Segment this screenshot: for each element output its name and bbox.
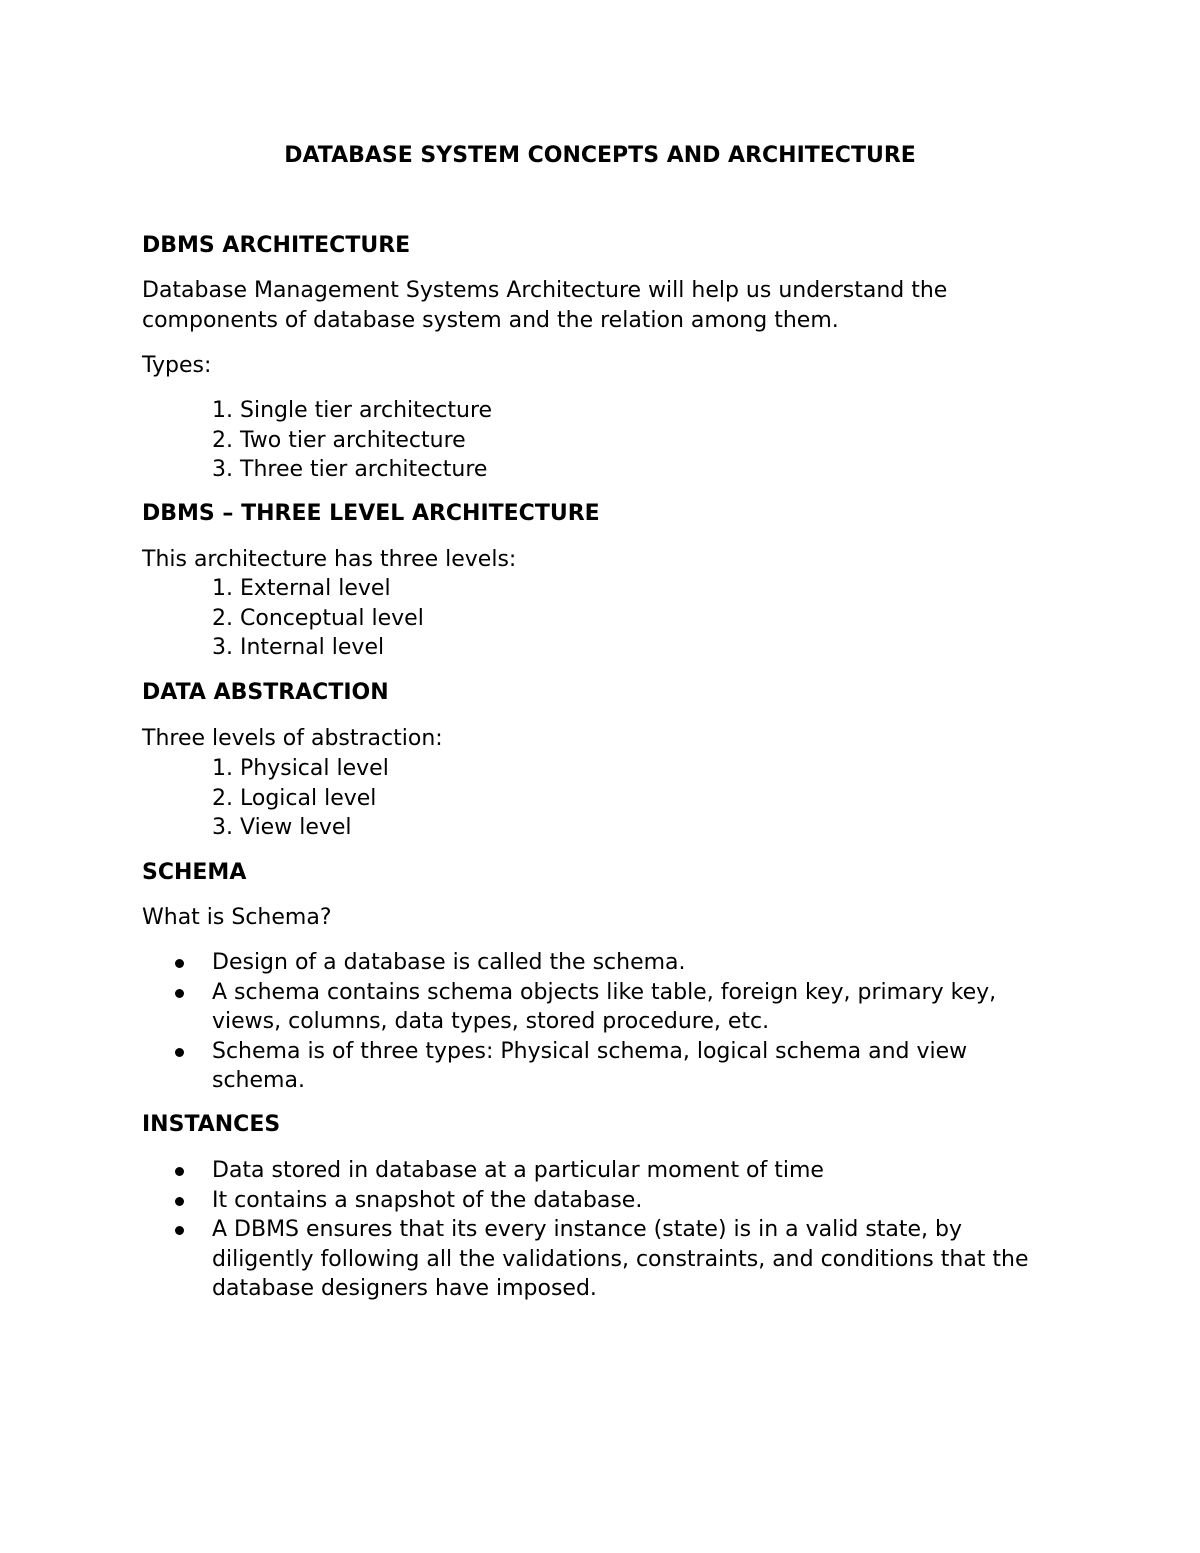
bullet-text: A schema contains schema objects like table, foreign key, primary key, views, columns, data types, stored procedure, etc. [212,979,997,1034]
list-item-text: Logical level [240,785,377,811]
bullet-text: A DBMS ensures that its every instance (state) is in a valid state, by diligently following all the validations, constraints, and conditions that the database designers have imposed. [212,1217,1029,1301]
bullet-item [142,1037,1062,1096]
section-heading-schema: SCHEMA [142,860,247,885]
list-item-text: Three tier architecture [240,457,488,482]
schema-question: What is Schema? [142,905,332,930]
three-level-intro: This architecture has three levels: [142,547,517,572]
section-heading-instances: INSTANCES [142,1112,281,1137]
bullet-dot-icon [175,959,184,968]
three-level-list [212,574,424,663]
list-item-text: View level [240,815,352,840]
bullet-dot-icon [175,1167,184,1176]
bullet-dot-icon [175,989,184,998]
list-number: 3. [212,457,233,482]
list-number: 1. [212,398,233,423]
schema-bullet-list [142,948,1062,1096]
architecture-types-list [212,396,492,485]
types-label: Types: [142,353,212,378]
bullet-dot-icon [175,1197,184,1206]
list-number: 3. [212,635,233,660]
bullet-text: Design of a database is called the schema. [212,950,686,975]
section-heading-three-level: DBMS – THREE LEVEL ARCHITECTURE [142,501,600,526]
document-title: DATABASE SYSTEM CONCEPTS AND ARCHITECTURE [284,143,916,168]
list-item-text: External level [240,576,391,601]
list-item [212,633,424,663]
data-abstraction-intro: Three levels of abstraction: [142,726,443,751]
section-heading-data-abstraction: DATA ABSTRACTION [142,680,389,705]
bullet-item [142,948,1062,978]
list-item-text: Single tier architecture [240,398,493,423]
bullet-item [142,978,1062,1037]
list-number: 2. [212,427,233,453]
abstraction-levels-list [212,754,389,843]
bullet-text: Schema is of three types: Physical schema, logical schema and view schema. [212,1038,968,1093]
bullet-text: It contains a snapshot of the database. [212,1187,643,1213]
bullet-dot-icon [175,1226,184,1235]
bullet-item [142,1215,1062,1304]
list-item [212,574,424,604]
list-number: 3. [212,815,233,840]
instances-bullet-list [142,1156,1062,1304]
list-item [212,396,492,426]
list-item [212,784,389,814]
list-item [212,754,389,784]
list-item-text: Physical level [240,756,389,781]
list-item-text: Two tier architecture [240,427,466,453]
list-item [212,813,389,843]
bullet-dot-icon [175,1048,184,1057]
bullet-item [142,1156,1062,1186]
list-item [212,455,492,485]
section-heading-dbms-architecture: DBMS ARCHITECTURE [142,233,411,258]
list-number: 1. [212,756,233,781]
list-number: 2. [212,605,233,631]
bullet-item [142,1186,1062,1216]
bullet-text: Data stored in database at a particular moment of time [212,1158,824,1183]
dbms-architecture-paragraph: Database Management Systems Architecture will help us understand the components of database system and the relation among them. [142,278,948,333]
list-number: 1. [212,576,233,601]
list-number: 2. [212,785,233,811]
list-item [212,426,492,456]
list-item-text: Conceptual level [240,605,424,631]
list-item [212,604,424,634]
list-item-text: Internal level [240,635,385,660]
